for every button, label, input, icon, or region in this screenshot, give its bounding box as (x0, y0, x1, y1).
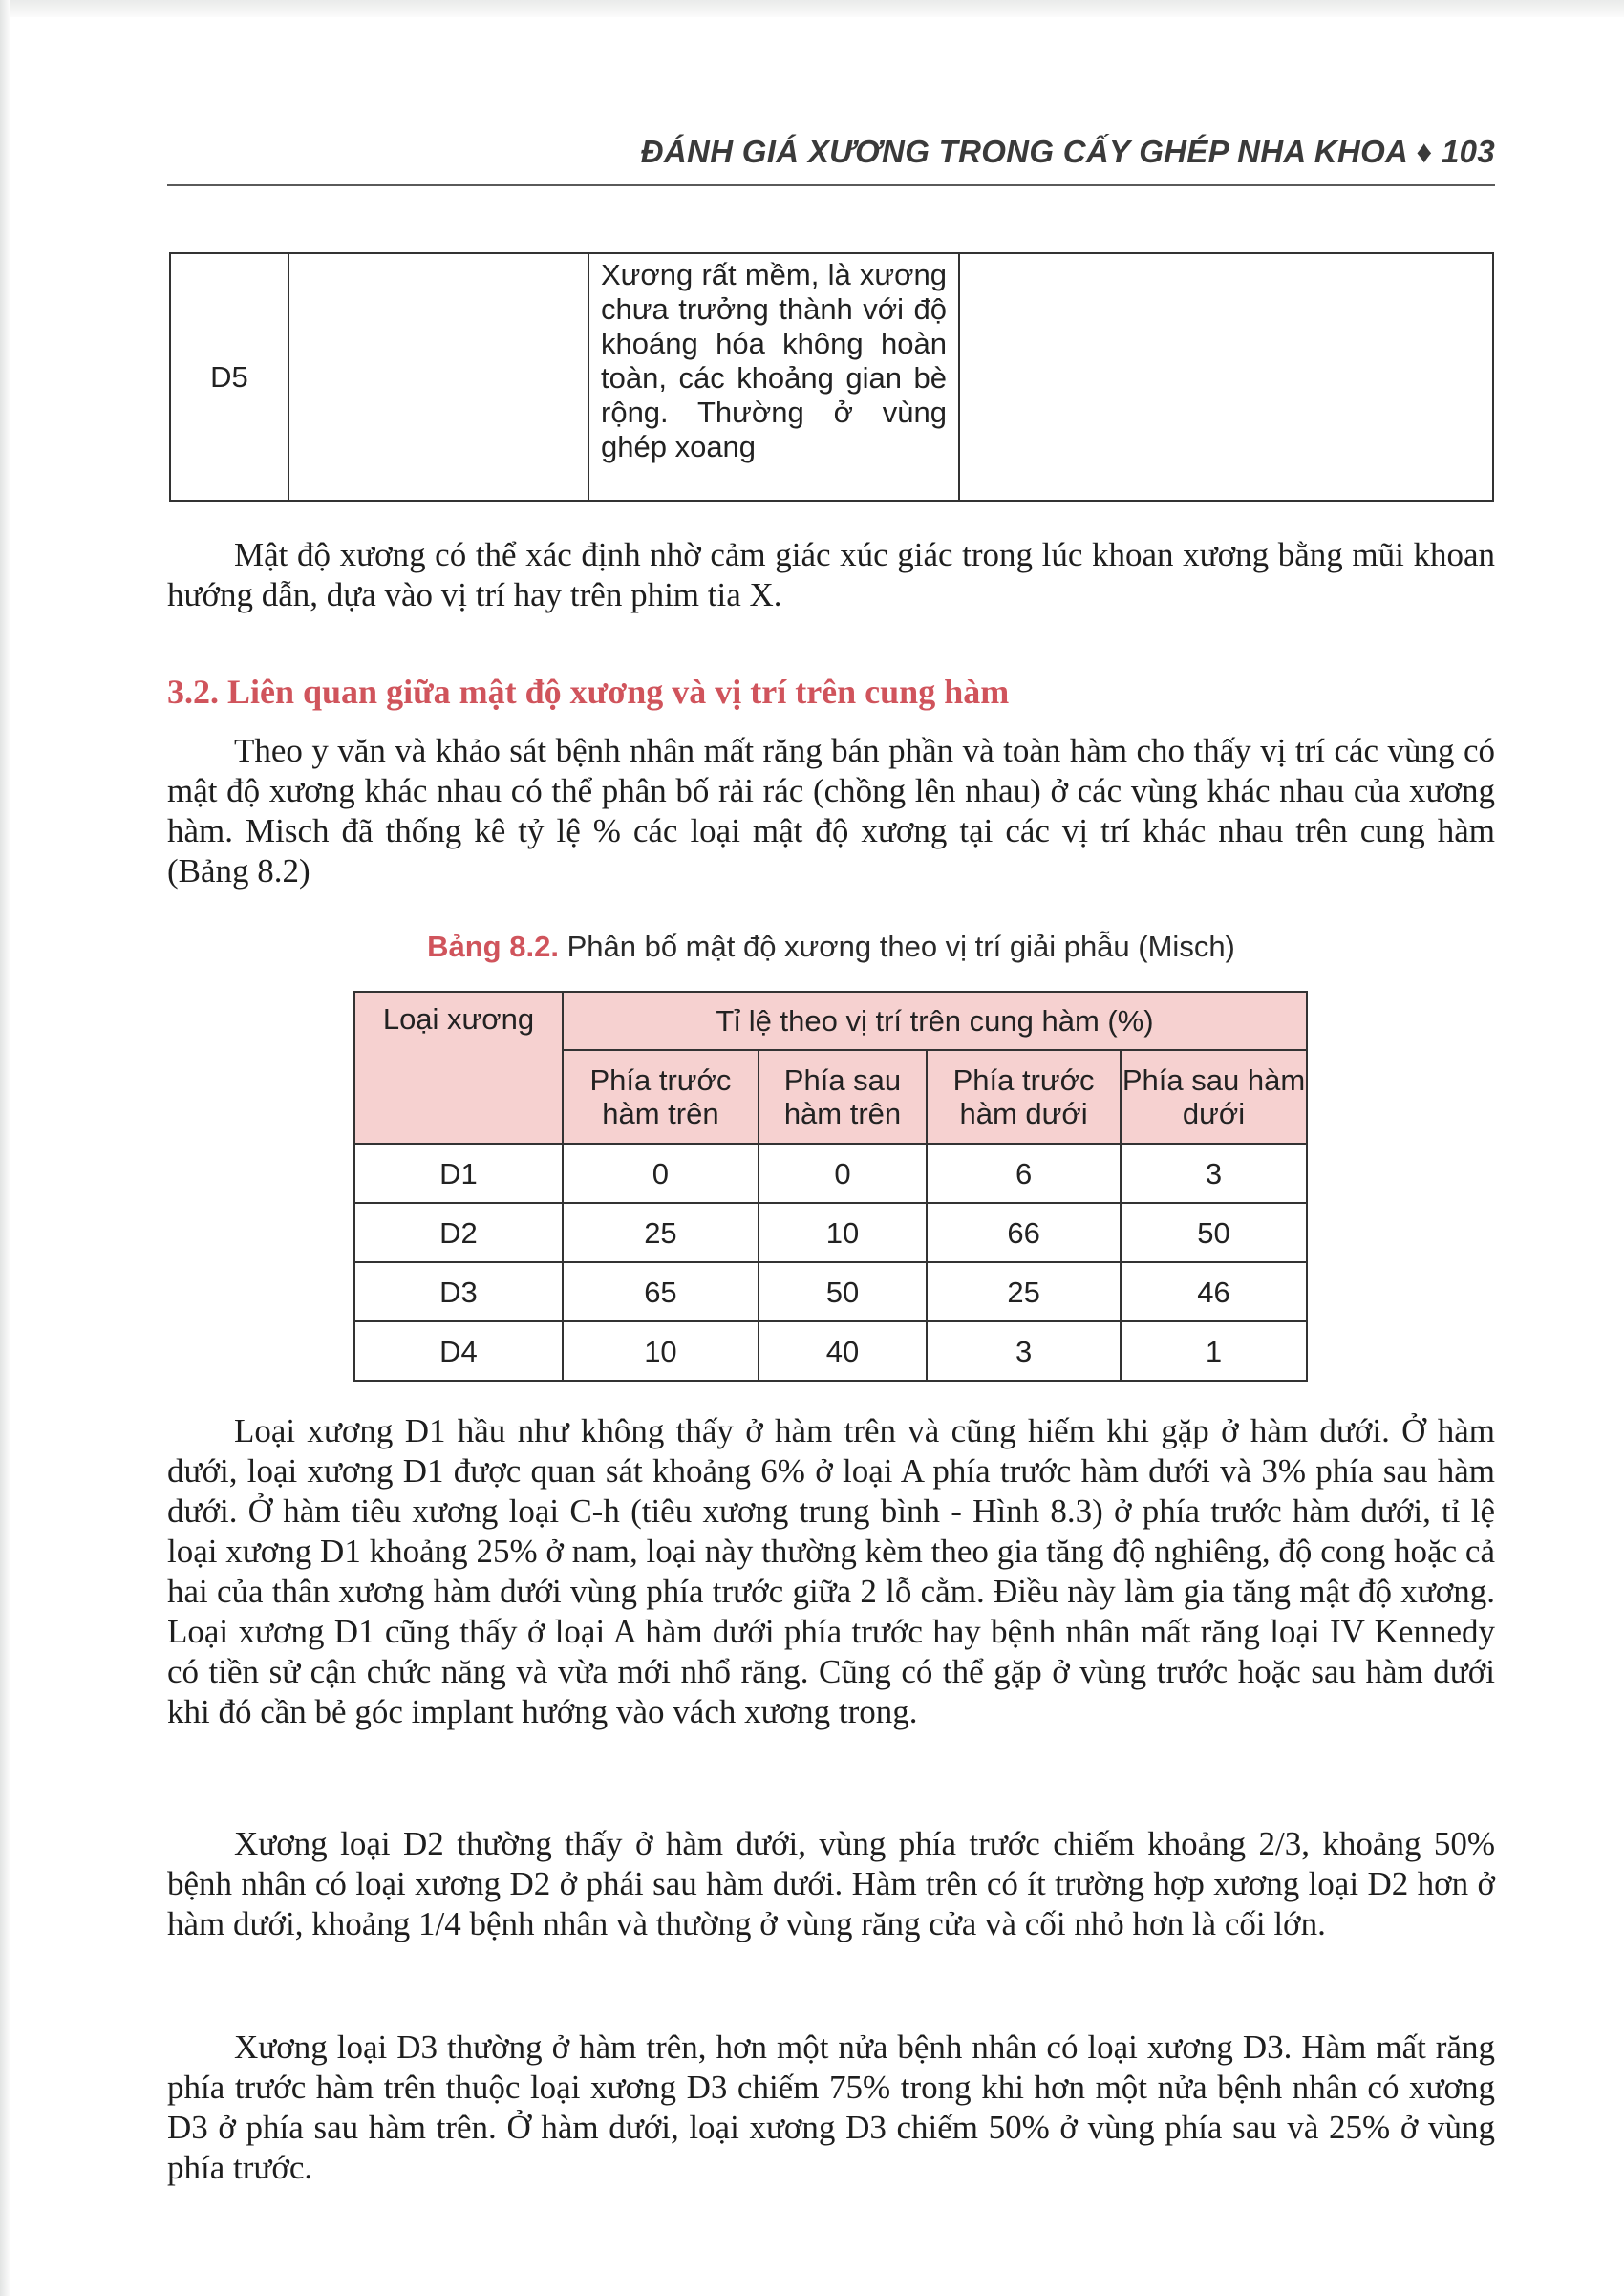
paragraph (167, 731, 1495, 891)
table-row (354, 1262, 1307, 1321)
cell-value: 65 (563, 1262, 759, 1321)
paragraph-text: Xương loại D3 thường ở hàm trên, hơn một nửa bệnh nhân có loại xương D3. Hàm mất răng phía trước hàm trên thuộc loại xương D3 chiếm 75% trong khi hơn một nửa bệnh nhân có xương D3 ở phía sau hàm trên. Ở hàm dưới, loại xương D3 chiếm 50% ở vùng phía sau và 25% ở vùng phía trước. (167, 2028, 1495, 2186)
cell-value: 25 (927, 1262, 1121, 1321)
column-header: Phía sau hàm dưới (1121, 1050, 1307, 1144)
column-header: Phía trước hàm dưới (927, 1050, 1121, 1144)
cell-value: 0 (563, 1144, 759, 1203)
table-header-row (354, 992, 1307, 1050)
paragraph-text: Theo y văn và khảo sát bệnh nhân mất răng bán phần và toàn hàm cho thấy vị trí các vùng có mật độ xương khác nhau có thể phân bố rải rác (chồng lên nhau) ở các vùng khác nhau của xương hàm. Misch đã thống kê tỷ lệ % các loại mật độ xương tại các vị trí khác nhau trên cung hàm (Bảng 8.2) (167, 732, 1495, 890)
bone-type-table-continuation (169, 252, 1494, 502)
section-heading: 3.2. Liên quan giữa mật độ xương và vị trí trên cung hàm (167, 673, 1010, 711)
bone-type-cell: D5 (170, 253, 288, 501)
running-header (167, 134, 1495, 170)
table-caption (167, 930, 1495, 964)
cell-value: 66 (927, 1203, 1121, 1262)
table-caption-label: Bảng 8.2. (427, 930, 559, 963)
table-caption-text: Phân bố mật độ xương theo vị trí giải phẫu (Misch) (566, 930, 1235, 963)
column-header: Phía sau hàm trên (759, 1050, 927, 1144)
cell-value: 3 (1121, 1144, 1307, 1203)
cell-value: 0 (759, 1144, 927, 1203)
header-rule (167, 184, 1495, 186)
paragraph (167, 2028, 1495, 2188)
column-header: Phía trước hàm trên (563, 1050, 759, 1144)
header-group: Tỉ lệ theo vị trí trên cung hàm (%) (563, 992, 1307, 1050)
paragraph-text: Loại xương D1 hầu như không thấy ở hàm trên và cũng hiếm khi gặp ở hàm dưới. Ở hàm dưới, loại xương D1 được quan sát khoảng 6% ở loại A phía trước hàm dưới và 3% phía sau hàm dưới. Ở hàm tiêu xương loại C-h (tiêu xương trung bình - Hình 8.3) ở phía trước hàm dưới, tỉ lệ loại xương D1 khoảng 25% ở nam, loại này thường kèm theo gia tăng độ nghiêng, độ cong hoặc cả hai của thân xương hàm dưới vùng phía trước giữa 2 lỗ cằm. Điều này làm gia tăng mật độ xương. Loại xương D1 cũng thấy ở loại A hàm dưới phía trước hay bệnh nhân mất răng loại IV Kennedy có tiền sử cận chức năng và vừa mới nhổ răng. Cũng có thể gặp ở vùng trước hoặc sau hàm dưới khi đó cần bẻ góc implant hướng vào vách xương trong. (167, 1412, 1495, 1730)
running-title: ĐÁNH GIÁ XƯƠNG TRONG CẤY GHÉP NHA KHOA (640, 134, 1407, 169)
empty-cell (959, 253, 1493, 501)
cell-value: 10 (563, 1321, 759, 1381)
cell-value: 46 (1121, 1262, 1307, 1321)
paragraph-text: Mật độ xương có thể xác định nhờ cảm giác xúc giác trong lúc khoan xương bằng mũi khoan hướng dẫn, dựa vào vị trí hay trên phim tia X. (167, 536, 1495, 613)
table-row (170, 253, 1493, 501)
paragraph (167, 535, 1495, 615)
paragraph-text: Xương loại D2 thường thấy ở hàm dưới, vùng phía trước chiếm khoảng 2/3, khoảng 50% bệnh nhân có loại xương D2 ở phái sau hàm dưới. Hàm trên có ít trường hợp xương loại D2 hơn ở hàm dưới, khoảng 1/4 bệnh nhân và thường ở vùng răng cửa và cối nhỏ hơn là cối lớn. (167, 1825, 1495, 1942)
paragraph (167, 1411, 1495, 1732)
table-row (354, 1321, 1307, 1381)
cell-value: 1 (1121, 1321, 1307, 1381)
paragraph (167, 1824, 1495, 1944)
cell-value: 10 (759, 1203, 927, 1262)
table-row (354, 1144, 1307, 1203)
header-separator: ♦ (1416, 134, 1433, 169)
header-bone-type: Loại xương (354, 992, 563, 1144)
scan-edge-top (0, 0, 1624, 17)
row-type: D2 (354, 1203, 563, 1262)
scan-edge-left (0, 0, 10, 2296)
table-row (354, 1203, 1307, 1262)
empty-cell (288, 253, 588, 501)
row-type: D4 (354, 1321, 563, 1381)
cell-value: 40 (759, 1321, 927, 1381)
cell-value: 6 (927, 1144, 1121, 1203)
cell-value: 25 (563, 1203, 759, 1262)
cell-value: 50 (759, 1262, 927, 1321)
row-type: D3 (354, 1262, 563, 1321)
bone-distribution-table (353, 991, 1308, 1382)
bone-description-cell: Xương rất mềm, là xương chưa trưởng thành với độ khoáng hóa không hoàn toàn, các khoảng gian bè rộng. Thường ở vùng ghép xoang (588, 253, 959, 501)
cell-value: 3 (927, 1321, 1121, 1381)
cell-value: 50 (1121, 1203, 1307, 1262)
page-number: 103 (1442, 134, 1495, 169)
row-type: D1 (354, 1144, 563, 1203)
